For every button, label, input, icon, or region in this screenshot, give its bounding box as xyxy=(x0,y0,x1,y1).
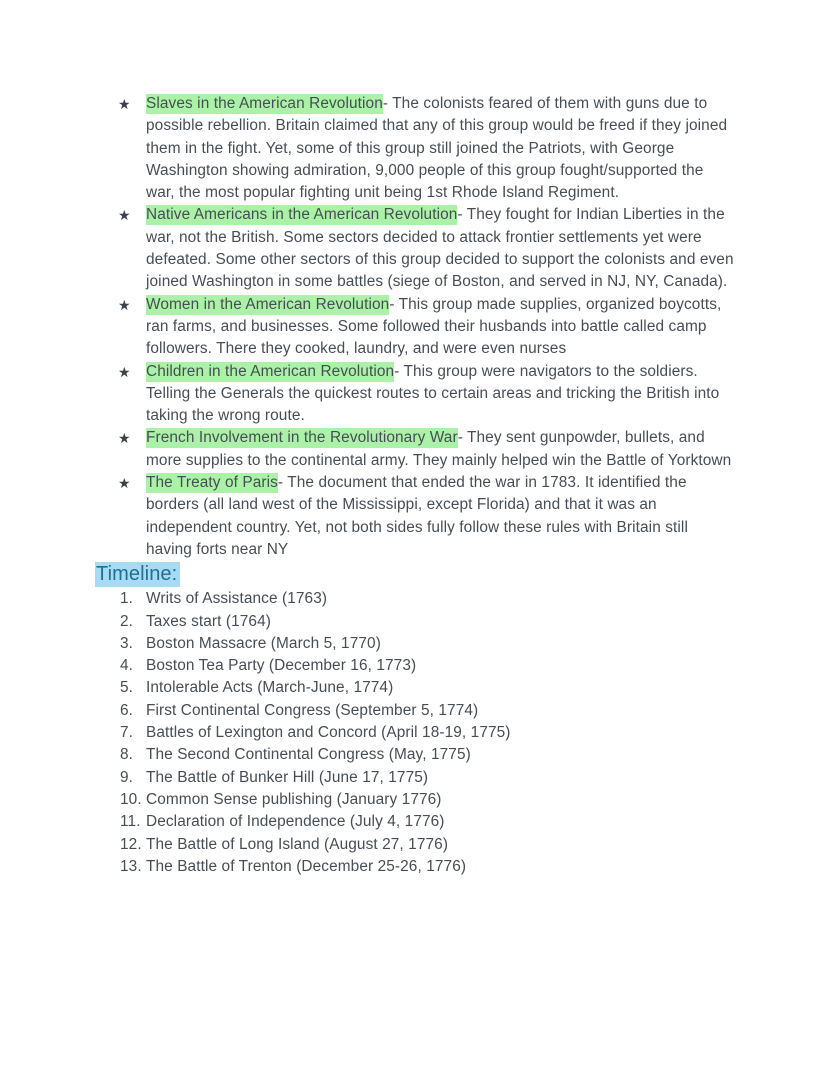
timeline-heading-highlight: Timeline: xyxy=(95,562,180,587)
timeline-item: First Continental Congress (September 5, 1774) xyxy=(146,701,479,719)
document-page xyxy=(95,93,735,878)
bullet-body-text: - This group were navigators to the soldiers. Telling the Generals the quickest routes to certain areas and tricking the British into taking the wrong route. xyxy=(146,362,720,425)
star-bullet-icon: ★ xyxy=(118,363,131,380)
highlighted-term: Native Americans in the American Revolution xyxy=(146,206,458,224)
bullet-treaty-of-paris xyxy=(95,472,735,561)
star-bullet-icon: ★ xyxy=(118,96,131,112)
timeline-item: Taxes start (1764) xyxy=(146,612,271,630)
star-bullet-icon: ★ xyxy=(118,430,131,447)
timeline-item: Declaration of Independence (July 4, 1776) xyxy=(146,813,445,831)
star-bullet-list xyxy=(95,93,735,561)
timeline-item: The Battle of Long Island (August 27, 1776) xyxy=(146,835,449,853)
star-bullet-icon: ★ xyxy=(118,296,131,313)
highlighted-term: Women in the American Revolution xyxy=(146,295,390,313)
highlighted-term: The Treaty of Paris xyxy=(146,474,278,492)
star-bullet-icon: ★ xyxy=(118,207,131,224)
highlighted-term: Slaves in the American Revolution xyxy=(146,95,383,112)
highlighted-term: French Involvement in the Revolutionary War xyxy=(146,429,458,447)
bullet-slaves xyxy=(95,93,735,204)
bullet-children xyxy=(95,361,735,428)
highlighted-term: Children in the American Revolution xyxy=(146,362,395,380)
timeline-item: The Second Continental Congress (May, 1775) xyxy=(146,746,471,764)
timeline-item: Battles of Lexington and Concord (April 18-19, 1775) xyxy=(146,724,511,742)
bullet-women xyxy=(95,294,735,361)
timeline-item: The Battle of Trenton (December 25-26, 1776) xyxy=(146,857,467,875)
bullet-body-text: - They fought for Indian Liberties in the war, not the British. Some sectors decided to attack frontier settlements yet were defeated. Some other sectors of this group decided to support the colonists and even joined Washington in some battles (siege of Boston, and served in NJ, NY, Canada). xyxy=(146,206,734,291)
timeline-item: Intolerable Acts (March-June, 1774) xyxy=(146,679,394,697)
bullet-native-americans xyxy=(95,204,735,293)
timeline-item: Boston Tea Party (December 16, 1773) xyxy=(146,657,417,675)
bullet-body-text: - This group made supplies, organized boycotts, ran farms, and businesses. Some followed their husbands into battle called camp followers. There they cooked, laundry, and were even nurses xyxy=(146,295,722,358)
timeline-item: Boston Massacre (March 5, 1770) xyxy=(146,634,381,652)
timeline-heading xyxy=(95,561,735,587)
bullet-french-involvement xyxy=(95,427,735,472)
timeline-item: Common Sense publishing (January 1776) xyxy=(146,790,442,808)
bullet-body-text: - The document that ended the war in 1783. It identified the borders (all land west of the Mississippi, except Florida) and that it was an independent country. Yet, not both sides fully follow these rules with Britain still having forts near NY xyxy=(146,474,688,558)
bullet-body-text: - The colonists feared of them with guns due to possible rebellion. Britain claimed that any of this group would be freed if they joined them in the fight. Yet, some of this group still joined the Patriots, with George Washington showing admiration, 9,000 people of this group fought/supported the war, the most popular fighting unit being 1st Rhode Island Regiment. xyxy=(146,95,728,202)
timeline-item: The Battle of Bunker Hill (June 17, 1775) xyxy=(146,768,429,786)
timeline-list xyxy=(95,588,735,878)
star-bullet-icon: ★ xyxy=(118,475,131,492)
bullet-body-text: - They sent gunpowder, bullets, and more supplies to the continental army. They mainly helped win the Battle of Yorktown xyxy=(146,429,732,469)
timeline-item: Writs of Assistance (1763) xyxy=(146,590,328,608)
